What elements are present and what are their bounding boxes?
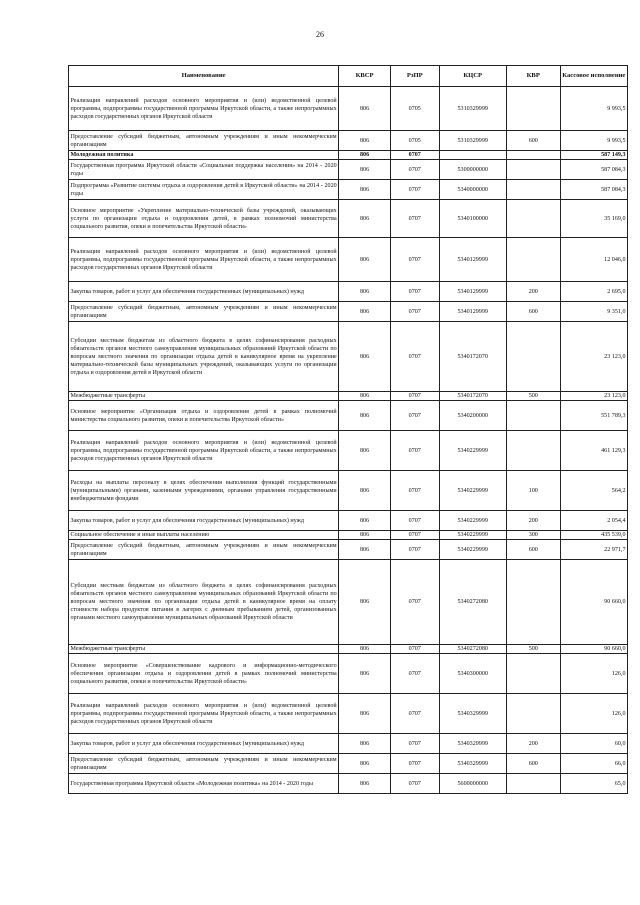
cell-kvsr: 806 [339,734,391,754]
table-row [69,540,628,560]
cell-kcsr: 5340000000 [439,180,506,200]
cell-sum: 90 660,0 [560,560,627,645]
table-row [69,511,628,531]
header-rzpr: РзПР [390,66,439,87]
table-row [69,392,628,401]
cell-kvr: 500 [506,392,560,401]
cell-kcsr: 5600000000 [439,774,506,794]
cell-sum: 587 149,3 [560,151,627,160]
cell-sum: 587 084,3 [560,180,627,200]
table-header-row [69,66,628,87]
cell-rzpr: 0707 [390,560,439,645]
cell-kvsr: 806 [339,401,391,431]
cell-rzpr: 0707 [390,734,439,754]
cell-kcsr [439,151,506,160]
cell-kvsr: 806 [339,200,391,238]
header-name: Наименование [69,66,339,87]
cell-name: Субсидии местным бюджетам из областного бюджета в целях софинансирования расходных обязательств органов местного самоуправления муниципальных образований Иркутской области по вопросам местного значения по организации отдыха детей в каникулярное время на оплату стоимости набора продуктов питания в лагерях с дневным пребыванием детей, организованных органами местного самоуправления муниципальных образований Иркутской области [69,560,339,645]
cell-kcsr: 5340229999 [439,531,506,540]
table-row [69,645,628,654]
cell-kvr: 200 [506,511,560,531]
cell-kcsr: 5340229999 [439,511,506,531]
cell-name: Социальное обеспечение и иные выплаты населению [69,531,339,540]
cell-kvsr: 806 [339,302,391,322]
cell-rzpr: 0707 [390,774,439,794]
table-row [69,694,628,734]
cell-sum: 2 054,4 [560,511,627,531]
cell-sum: 461 129,3 [560,431,627,471]
table-row [69,431,628,471]
table-row [69,302,628,322]
cell-kcsr: 5340229999 [439,431,506,471]
cell-kcsr: 5340129999 [439,282,506,302]
cell-rzpr: 0707 [390,180,439,200]
cell-kvr: 600 [506,754,560,774]
cell-kcsr: 5340272080 [439,645,506,654]
cell-kvsr: 806 [339,654,391,694]
cell-kcsr: 5340129999 [439,238,506,282]
cell-name: Предоставление субсидий бюджетным, автономным учреждениям и иным некоммерческим организациям [69,754,339,774]
table-row [69,180,628,200]
cell-kvr [506,431,560,471]
cell-kvr [506,160,560,180]
cell-kvsr: 806 [339,180,391,200]
cell-rzpr: 0707 [390,471,439,511]
cell-sum: 60,0 [560,734,627,754]
cell-kvr [506,322,560,392]
cell-sum: 12 046,0 [560,238,627,282]
cell-kvr: 600 [506,540,560,560]
cell-kvsr: 806 [339,238,391,282]
header-sum: Кассовое исполнение [560,66,627,87]
cell-kvsr: 806 [339,531,391,540]
cell-rzpr: 0707 [390,511,439,531]
cell-sum: 35 169,0 [560,200,627,238]
table-row [69,754,628,774]
cell-kvr: 600 [506,302,560,322]
cell-kvr [506,560,560,645]
cell-kcsr: 5340100000 [439,200,506,238]
table-row [69,734,628,754]
cell-kvsr: 806 [339,392,391,401]
cell-rzpr: 0707 [390,540,439,560]
cell-kcsr: 5340229999 [439,540,506,560]
table-row [69,131,628,151]
cell-sum: 9 993,5 [560,87,627,131]
cell-name: Подпрограмма «Развитие системы отдыха и оздоровления детей в Иркутской области» на 2014 - 2020 годы [69,180,339,200]
table-body [69,87,628,794]
table-row [69,531,628,540]
cell-kvr [506,87,560,131]
cell-kvsr: 806 [339,560,391,645]
table-row [69,654,628,694]
table-row [69,774,628,794]
cell-name: Государственная программа Иркутской области «Молодежная политика» на 2014 - 2020 годы [69,774,339,794]
cell-name: Межбюджетные трансферты [69,645,339,654]
cell-rzpr: 0707 [390,645,439,654]
cell-kcsr: 5340229999 [439,471,506,511]
cell-kvr [506,238,560,282]
cell-name: Государственная программа Иркутской области «Социальная поддержка населения» на 2014 - 2020 годы [69,160,339,180]
cell-kvr [506,180,560,200]
budget-table [68,65,628,794]
cell-kcsr: 5340329999 [439,754,506,774]
header-kvr: КВР [506,66,560,87]
cell-name: Субсидии местным бюджетам из областного бюджета в целях софинансирования расходных обязательств органов местного самоуправления муниципальных образований Иркутской области по вопросам местного значения по организации отдыха детей в каникулярное время на укрепление материально-технической базы муниципальных учреждений, оказывающих услуги по организации отдыха и оздоровления детей в Иркутской области [69,322,339,392]
cell-name: Расходы на выплаты персоналу в целях обеспечения выполнения функций государственными (муниципальными) органами, казенными учреждениями, органами управления государственными внебюджетными фондами [69,471,339,511]
cell-sum: 23 123,0 [560,392,627,401]
cell-sum: 66,0 [560,754,627,774]
cell-kvsr: 806 [339,645,391,654]
header-kvsr: КВСР [339,66,391,87]
cell-kvsr: 806 [339,282,391,302]
table-row [69,200,628,238]
cell-sum: 587 084,3 [560,160,627,180]
cell-kcsr: 5340129999 [439,302,506,322]
cell-sum: 2 695,0 [560,282,627,302]
cell-sum: 564,2 [560,471,627,511]
cell-name: Закупка товаров, работ и услуг для обеспечения государственных (муниципальных) нужд [69,282,339,302]
cell-kvr [506,654,560,694]
cell-sum: 551 789,3 [560,401,627,431]
cell-name: Предоставление субсидий бюджетным, автономным учреждениям и иным некоммерческим организациям [69,302,339,322]
cell-kcsr: 5340172070 [439,392,506,401]
cell-kvr: 200 [506,282,560,302]
cell-rzpr: 0707 [390,694,439,734]
cell-kcsr: 5310329999 [439,131,506,151]
cell-rzpr: 0707 [390,401,439,431]
cell-kvr: 600 [506,131,560,151]
cell-name: Реализация направлений расходов основного мероприятия и (или) ведомственной целевой программы, подпрограммы государственной программы Иркутской области, а также непрограммных расходов государственных органов Иркутской области [69,694,339,734]
header-kcsr: КЦСР [439,66,506,87]
table-row [69,401,628,431]
table-row [69,471,628,511]
cell-name: Межбюджетные трансферты [69,392,339,401]
cell-kcsr: 5340200000 [439,401,506,431]
cell-rzpr: 0707 [390,238,439,282]
table-row [69,282,628,302]
cell-sum: 126,0 [560,654,627,694]
cell-kvr [506,774,560,794]
cell-rzpr: 0707 [390,151,439,160]
cell-kvsr: 806 [339,774,391,794]
cell-rzpr: 0707 [390,200,439,238]
cell-kvr [506,694,560,734]
cell-rzpr: 0707 [390,531,439,540]
cell-sum: 435 539,0 [560,531,627,540]
cell-kcsr: 5340272080 [439,560,506,645]
cell-kcsr: 5340329999 [439,734,506,754]
cell-kvsr: 806 [339,322,391,392]
cell-sum: 126,0 [560,694,627,734]
cell-name: Предоставление субсидий бюджетным, автономным учреждениям и иным некоммерческим организациям [69,540,339,560]
cell-name: Основное мероприятие «Организация отдыха и оздоровления детей в рамках полномочий министерства социального развития, опеки и попечительства Иркутской области» [69,401,339,431]
cell-kvsr: 806 [339,754,391,774]
cell-kvsr: 806 [339,511,391,531]
cell-rzpr: 0707 [390,160,439,180]
cell-rzpr: 0707 [390,282,439,302]
cell-sum: 9 993,5 [560,131,627,151]
table-row [69,560,628,645]
cell-kvsr: 806 [339,151,391,160]
cell-rzpr: 0705 [390,87,439,131]
page-number: 26 [316,30,324,39]
cell-kcsr: 5310329999 [439,87,506,131]
table-row [69,160,628,180]
cell-rzpr: 0707 [390,654,439,694]
cell-kvr [506,401,560,431]
cell-kvr: 100 [506,471,560,511]
cell-kvsr: 806 [339,540,391,560]
cell-rzpr: 0707 [390,754,439,774]
cell-kvsr: 806 [339,131,391,151]
cell-rzpr: 0707 [390,431,439,471]
cell-name: Закупка товаров, работ и услуг для обеспечения государственных (муниципальных) нужд [69,511,339,531]
cell-name: Предоставление субсидий бюджетным, автономным учреждениям и иным некоммерческим организациям [69,131,339,151]
cell-name: Закупка товаров, работ и услуг для обеспечения государственных (муниципальных) нужд [69,734,339,754]
cell-rzpr: 0707 [390,302,439,322]
cell-name: Реализация направлений расходов основного мероприятия и (или) ведомственной целевой программы, подпрограммы государственной программы Иркутской области, а также непрограммных расходов государственных органов Иркутской области [69,431,339,471]
cell-rzpr: 0707 [390,392,439,401]
cell-kvr [506,200,560,238]
cell-sum: 22 971,7 [560,540,627,560]
cell-sum: 9 351,0 [560,302,627,322]
cell-kvsr: 806 [339,431,391,471]
cell-sum: 65,0 [560,774,627,794]
cell-kvr: 300 [506,531,560,540]
cell-kvsr: 806 [339,694,391,734]
cell-sum: 23 123,0 [560,322,627,392]
cell-kvr: 200 [506,734,560,754]
cell-name: Основное мероприятие «Укрепление материально-технической базы учреждений, оказывающих услуги по организации отдыха и оздоровления детей, в рамках полномочий министерства социального развития, опеки и попечительства Иркутской области» [69,200,339,238]
cell-kcsr: 5300000000 [439,160,506,180]
table-row [69,322,628,392]
cell-name: Реализация направлений расходов основного мероприятия и (или) ведомственной целевой программы, подпрограммы государственной программы Иркутской области, а также непрограммных расходов государственных органов Иркутской области [69,87,339,131]
table-row [69,87,628,131]
cell-rzpr: 0705 [390,131,439,151]
cell-kvsr: 806 [339,471,391,511]
cell-rzpr: 0707 [390,322,439,392]
cell-kcsr: 5340172070 [439,322,506,392]
cell-kvr: 500 [506,645,560,654]
cell-kcsr: 5340300000 [439,654,506,694]
cell-kvsr: 806 [339,160,391,180]
cell-kcsr: 5340329999 [439,694,506,734]
cell-sum: 90 660,0 [560,645,627,654]
cell-name: Молодежная политика [69,151,339,160]
table-row [69,238,628,282]
table-row [69,151,628,160]
cell-kvsr: 806 [339,87,391,131]
cell-kvr [506,151,560,160]
cell-name: Основное мероприятие «Совершенствование кадрового и информационно-методического обеспечения организации отдыха и оздоровления детей в рамках полномочий министерства социального развития, опеки и попечительства Иркутской области» [69,654,339,694]
cell-name: Реализация направлений расходов основного мероприятия и (или) ведомственной целевой программы, подпрограммы государственной программы Иркутской области, а также непрограммных расходов государственных органов Иркутской области [69,238,339,282]
